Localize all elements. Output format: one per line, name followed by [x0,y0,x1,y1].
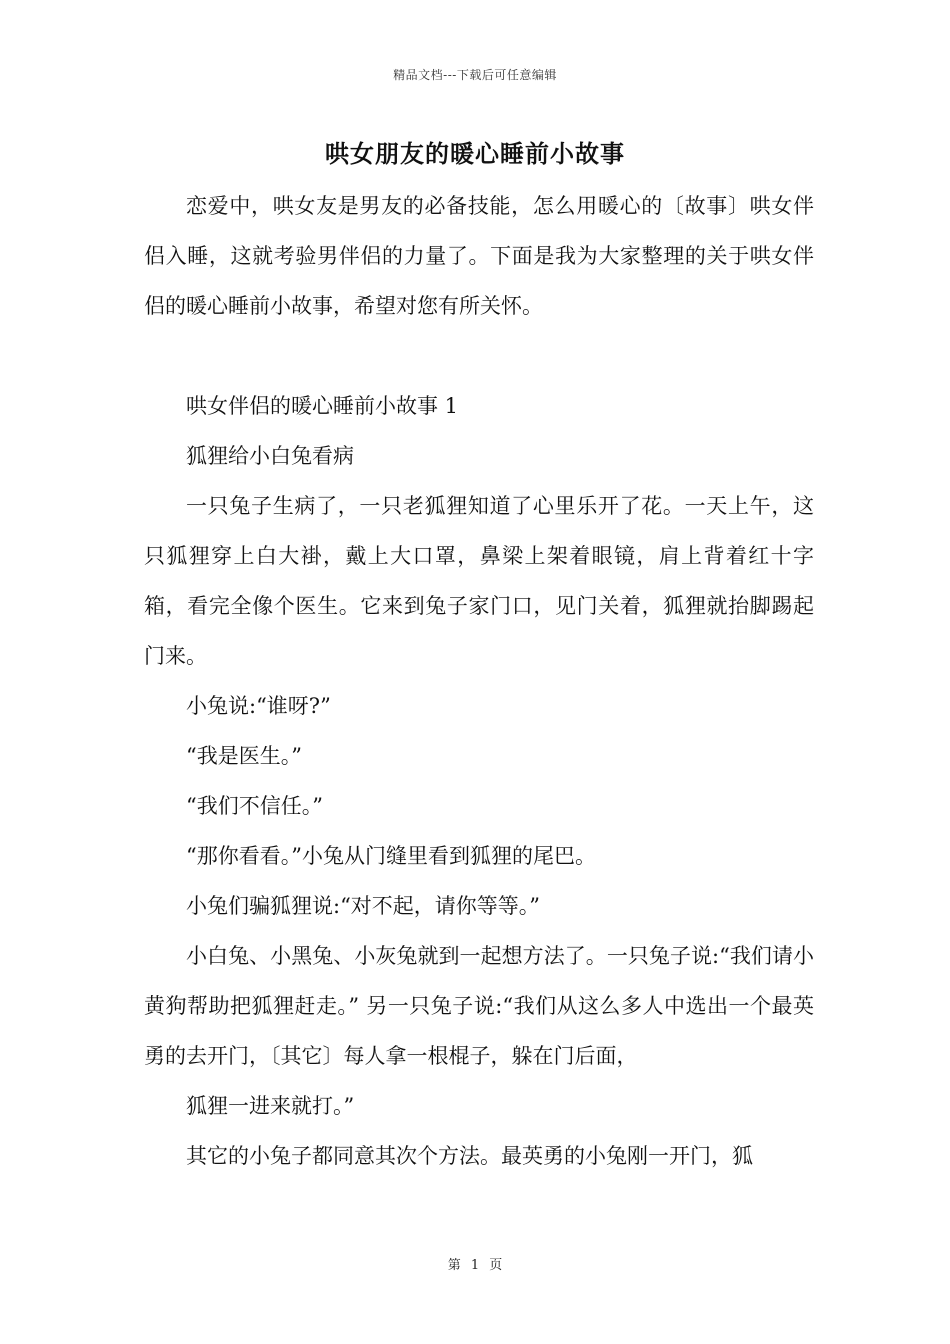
document-title: 哄女朋友的暖心睡前小故事 [325,139,625,168]
page-label-suffix: 页 [489,1258,503,1273]
dialogue-line: “我们不信任。” [186,794,323,818]
header-note: 精品文档---下载后可任意编辑 [393,68,557,82]
section-heading: 哄女伴侣的暖心睡前小故事 1 [186,394,459,418]
page-label-prefix: 第 [447,1258,461,1273]
story-paragraph: 其它的小兔子都同意其次个方法。最英勇的小兔刚一开门，狐 [186,1144,753,1168]
dialogue-line: “我是医生。” [186,744,302,768]
dialogue-line: 小兔说:“谁呀?” [186,694,331,718]
story-paragraph: 一只兔子生病了，一只老狐狸知道了心里乐开了花。一天上午，这只狐狸穿上白大褂，戴上大口罩，鼻梁上架着眼镜，肩上背着红十字箱，看完全像个医生。它来到兔子家门口，见门关着，狐狸就抬脚踢起门来。 [144,494,814,668]
page-footer [0,1254,950,1273]
document-body [144,181,814,1181]
dialogue-line: “那你看看。”小兔从门缝里看到狐狸的尾巴。 [186,844,596,868]
story-title: 狐狸给小白兔看病 [186,444,354,468]
story-paragraph: 小白兔、小黑兔、小灰兔就到一起想方法了。一只兔子说:“我们请小黄狗帮助把狐狸赶走。” 另一只兔子说:“我们从这么多人中选出一个最英勇的去开门，〔其它〕每人拿一根棍子，躲在门后面， [144,944,814,1068]
intro-paragraph: 恋爱中，哄女友是男友的必备技能，怎么用暖心的〔故事〕哄女伴侣入睡，这就考验男伴侣的力量了。下面是我为大家整理的关于哄女伴侣的暖心睡前小故事，希望对您有所关怀。 [144,194,814,318]
page-number: 1 [470,1258,480,1273]
dialogue-line: 狐狸一进来就打。” [186,1094,355,1118]
dialogue-line: 小兔们骗狐狸说:“对不起，请你等等。” [186,894,541,918]
